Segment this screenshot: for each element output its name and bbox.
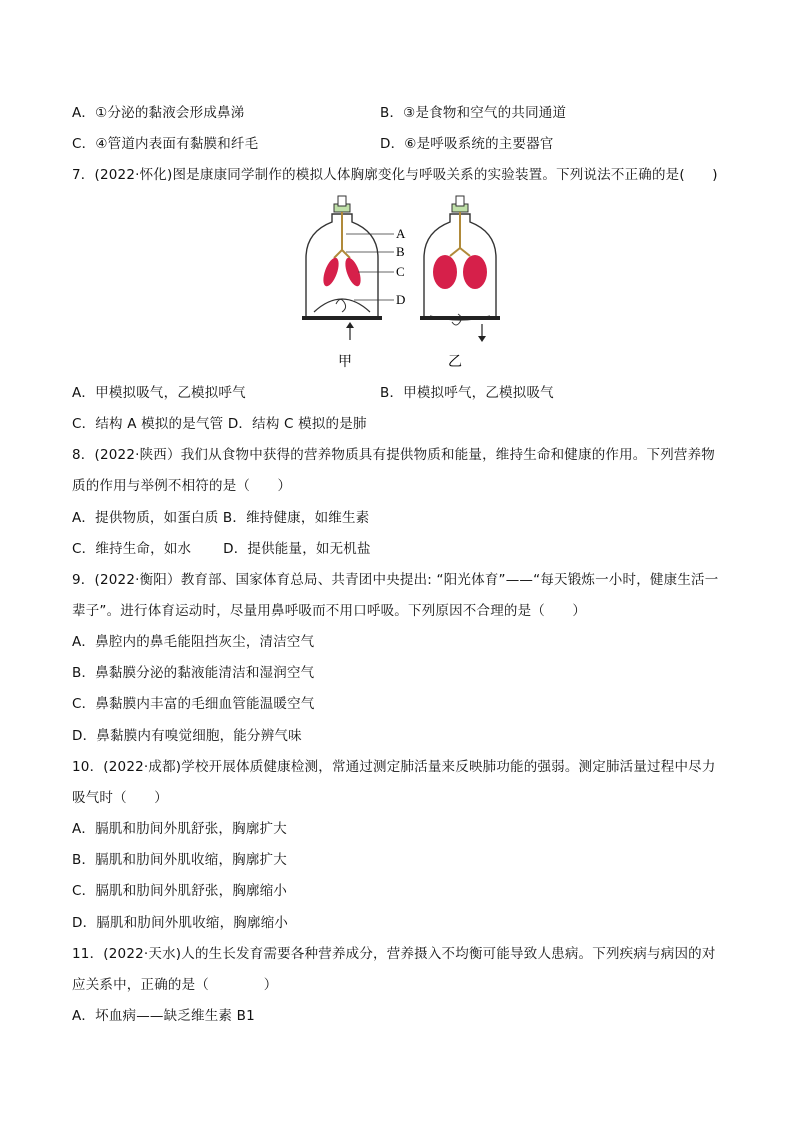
fig-label-a: A — [396, 226, 406, 241]
tube-top-left — [338, 196, 346, 206]
fig-label-b: B — [396, 244, 405, 259]
lung-left-1 — [320, 256, 342, 288]
q8-option-cd: C．维持生命，如水 D．提供能量，如无机盐 — [72, 541, 371, 557]
q6-option-c: C．④管道内表面有黏膜和纤毛 — [72, 136, 259, 152]
q9-option-b: B．鼻黏膜分泌的黏液能清洁和湿润空气 — [72, 665, 315, 681]
fig-label-c: C — [396, 264, 405, 279]
hand-left — [336, 299, 346, 312]
diaphragm-left — [314, 299, 370, 312]
jar-right — [420, 196, 500, 342]
q10-option-c: C．膈肌和肋间外肌舒张，胸廓缩小 — [72, 883, 288, 899]
q10-option-d: D．膈肌和肋间外肌收缩，胸廓缩小 — [72, 915, 289, 931]
jar-left — [302, 196, 394, 340]
q6-option-b: B．③是食物和空气的共同通道 — [380, 105, 567, 121]
q8-option-ab: A．提供物质，如蛋白质 B．维持健康，如维生素 — [72, 510, 370, 526]
bronchus-right-a — [450, 248, 460, 256]
q9-option-c: C．鼻黏膜内丰富的毛细血管能温暖空气 — [72, 696, 315, 712]
bronchus-left-b — [342, 250, 350, 258]
q9-stem-line1: 9．(2022·衡阳）教育部、国家体育总局、共青团中央提出: “阳光体育”——“每天锻炼一小时，健康生活一 — [72, 572, 719, 588]
q7-option-b: B．甲模拟呼气，乙模拟吸气 — [380, 385, 554, 401]
q10-stem-line1: 10．(2022·成都)学校开展体质健康检测，常通过测定肺活量来反映肺功能的强弱。测定肺活量过程中尽力 — [72, 759, 716, 775]
fig-caption-right: 乙 — [448, 354, 462, 370]
bell-jar-figure — [296, 192, 506, 372]
q11-stem-line2: 应关系中，正确的是（ ） — [72, 977, 278, 993]
q9-stem-line2: 辈子”。进行体育运动时，尽量用鼻呼吸而不用口呼吸。下列原因不合理的是（ ） — [72, 603, 587, 619]
q9-option-d: D．鼻黏膜内有嗅觉细胞，能分辨气味 — [72, 728, 302, 744]
tube-top-right — [456, 196, 464, 206]
lung-right-1 — [433, 255, 457, 289]
q11-stem-line1: 11．(2022·天水)人的生长发育需要各种营养成分，营养摄入不均衡可能导致人患病。下列疾病与病因的对 — [72, 946, 716, 962]
q8-stem-line1: 8．(2022·陕西）我们从食物中获得的营养物质具有提供物质和能量，维持生命和健康的作用。下列营养物 — [72, 447, 716, 463]
q6-option-a: A．①分泌的黏液会形成鼻涕 — [72, 105, 245, 121]
arrow-down-icon — [478, 336, 486, 342]
q10-option-a: A．膈肌和肋间外肌舒张，胸廓扩大 — [72, 821, 287, 837]
q7-option-a: A．甲模拟吸气，乙模拟呼气 — [72, 385, 246, 401]
q11-option-a: A．坏血病——缺乏维生素 B1 — [72, 1008, 255, 1024]
q8-stem-line2: 质的作用与举例不相符的是（ ） — [72, 478, 292, 494]
q7-stem: 7．(2022·怀化)图是康康同学制作的模拟人体胸廓变化与呼吸关系的实验装置。下列说法不正确的是( ) — [72, 167, 718, 183]
fig-caption-left: 甲 — [338, 354, 352, 370]
base-left — [302, 316, 382, 320]
bronchus-left-a — [334, 250, 342, 258]
q10-option-b: B．膈肌和肋间外肌收缩，胸廓扩大 — [72, 852, 287, 868]
q6-option-d: D．⑥是呼吸系统的主要器官 — [380, 136, 554, 152]
bell-jar-diagram — [296, 192, 506, 372]
arrow-up-icon — [346, 322, 354, 328]
q9-option-a: A．鼻腔内的鼻毛能阻挡灰尘，清洁空气 — [72, 634, 315, 650]
base-right — [420, 316, 500, 320]
q10-stem-line2: 吸气时（ ） — [72, 790, 168, 806]
fig-label-d: D — [396, 292, 406, 307]
q7-option-cd: C．结构 A 模拟的是气管 D．结构 C 模拟的是肺 — [72, 416, 367, 432]
lung-right-2 — [463, 255, 487, 289]
bronchus-right-b — [460, 248, 470, 256]
